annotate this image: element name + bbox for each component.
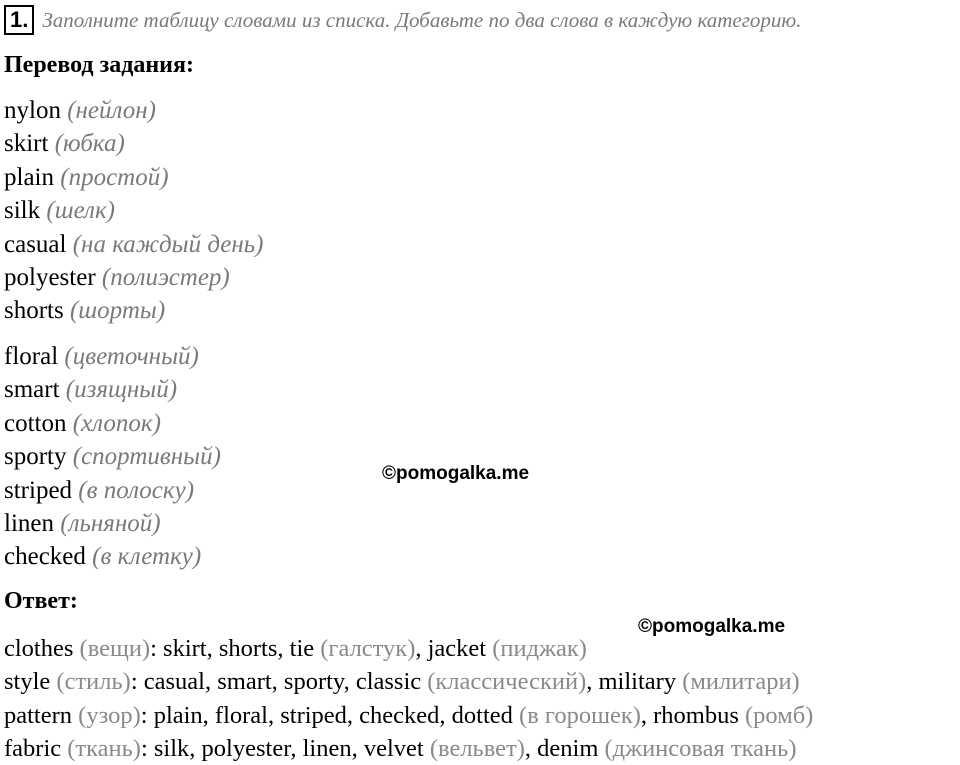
- word-ru: (нейлон): [67, 97, 156, 124]
- word-translation: (в горошек): [519, 701, 641, 729]
- word-ru: (цветочный): [64, 343, 199, 370]
- word-en: smart: [4, 376, 60, 404]
- word-item: [4, 373, 604, 406]
- watermark: ©pomogalka.me: [382, 463, 530, 484]
- category-label: style: [4, 668, 51, 696]
- word-ru: (полиэстер): [101, 263, 230, 291]
- word-en: silk: [4, 197, 41, 225]
- word-en: sporty: [4, 443, 67, 471]
- watermark: ©pomogalka.me: [638, 616, 786, 637]
- word-en: linen: [4, 509, 54, 537]
- answer-line-pattern: [4, 699, 956, 732]
- task-header: [4, 4, 802, 36]
- category-translation: (стиль): [56, 668, 131, 696]
- word-ru: (спортивный): [72, 443, 221, 471]
- word-en: nylon: [4, 97, 61, 124]
- word-ru: (простой): [60, 163, 169, 191]
- word-ru: (на каждый день): [72, 230, 264, 258]
- word-ru: (юбка): [54, 130, 125, 158]
- word-en: checked: [4, 543, 86, 571]
- category-translation: (ткань): [67, 734, 141, 762]
- answer-words: : skirt, shorts, tie: [150, 635, 315, 662]
- word-list-group-1: [4, 94, 604, 328]
- word-translation: (вельвет): [429, 734, 525, 762]
- word-item: [4, 194, 604, 227]
- word-en: casual: [4, 230, 67, 258]
- answer-words: : silk, polyester, linen, velvet: [140, 734, 424, 762]
- word-en: polyester: [4, 263, 96, 291]
- answer-heading: Ответ:: [4, 588, 78, 614]
- word-ru: (в полоску): [78, 476, 195, 504]
- word-translation: (милитари): [682, 668, 800, 696]
- answer-words: , jacket: [415, 635, 487, 662]
- word-en: skirt: [4, 130, 49, 158]
- word-list-group-2: [4, 340, 604, 574]
- word-item: [4, 161, 604, 194]
- task-instruction: Заполните таблицу словами из списка. Добавьте по два слова в каждую категорию.: [42, 7, 802, 32]
- answer-words: , denim: [524, 734, 599, 762]
- category-label: clothes: [4, 635, 74, 662]
- answer-line-style: [4, 665, 956, 698]
- word-item: [4, 228, 604, 261]
- word-translation: (ромб): [745, 701, 814, 729]
- answer-list: [4, 632, 956, 765]
- word-translation: (пиджак): [492, 635, 587, 662]
- translation-heading: Перевод задания:: [4, 52, 194, 78]
- answer-line-clothes: [4, 632, 956, 665]
- answer-line-fabric: [4, 732, 956, 765]
- answer-words: , rhombus: [640, 701, 739, 729]
- category-translation: (узор): [78, 701, 141, 729]
- word-en: shorts: [4, 297, 64, 325]
- category-translation: (вещи): [79, 635, 151, 662]
- category-label: fabric: [4, 734, 62, 762]
- word-ru: (шорты): [69, 297, 166, 325]
- word-translation: (джинсовая ткань): [604, 734, 797, 762]
- word-item: [4, 507, 604, 540]
- word-item: [4, 294, 604, 327]
- word-en: floral: [4, 343, 59, 370]
- answer-words: , military: [586, 668, 677, 696]
- word-item: [4, 94, 604, 127]
- word-item: [4, 540, 604, 573]
- word-item: [4, 340, 604, 373]
- category-label: pattern: [4, 701, 73, 729]
- answer-words: : casual, smart, sporty, classic: [130, 668, 422, 696]
- word-ru: (льняной): [60, 509, 161, 537]
- word-ru: (хлопок): [72, 409, 161, 437]
- word-translation: (классический): [427, 668, 587, 696]
- word-item: [4, 407, 604, 440]
- word-item: [4, 127, 604, 160]
- word-item: [4, 261, 604, 294]
- answer-words: : plain, floral, striped, checked, dotted: [140, 701, 513, 729]
- word-en: plain: [4, 163, 54, 191]
- word-en: striped: [4, 476, 73, 504]
- word-translation: (галстук): [320, 635, 416, 662]
- word-en: cotton: [4, 409, 67, 437]
- task-number: 1.: [4, 5, 34, 35]
- word-ru: (изящный): [65, 376, 178, 404]
- word-ru: (шелк): [46, 197, 115, 225]
- word-ru: (в клетку): [92, 543, 202, 571]
